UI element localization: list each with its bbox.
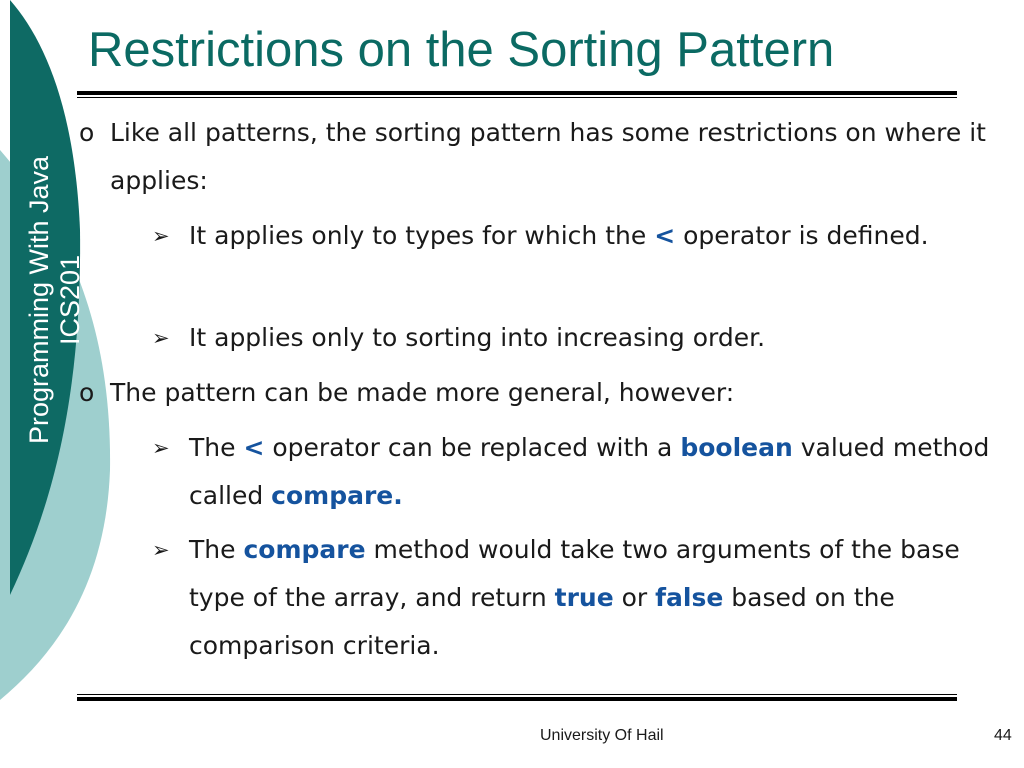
sub-bullet-item — [152, 212, 998, 260]
boolean-keyword: boolean — [680, 433, 793, 462]
arrow-bullet-icon: ➢ — [152, 436, 170, 460]
bullet-text: The pattern can be made more general, however: — [110, 378, 735, 407]
page-number: 44 — [994, 727, 1012, 744]
sub-bullet-text: It applies only to sorting into increasing order. — [189, 323, 766, 352]
sub-bullet-text: It applies only to types for which the < operator is defined. — [189, 221, 929, 250]
sub-bullet-text: The < operator can be replaced with a boolean valued method called compare. — [189, 433, 990, 510]
false-keyword: false — [655, 583, 724, 612]
slide-title: Restrictions on the Sorting Pattern — [88, 23, 835, 77]
less-than-operator: < — [243, 433, 265, 462]
course-title: Programming With Java — [24, 155, 54, 445]
true-keyword: true — [554, 583, 614, 612]
sub-bullet-item — [152, 314, 998, 362]
bullet-item — [79, 369, 999, 417]
bullet-text: Like all patterns, the sorting pattern has some restrictions on where it applies: — [110, 118, 986, 195]
arrow-bullet-icon: ➢ — [152, 224, 170, 248]
compare-keyword: compare. — [271, 481, 403, 510]
bullet-marker: o — [79, 118, 95, 147]
bottom-divider — [77, 694, 957, 701]
arrow-bullet-icon: ➢ — [152, 326, 170, 350]
sub-bullet-item — [152, 424, 998, 520]
course-code: ICS201 — [55, 254, 85, 346]
sub-bullet-text: The compare method would take two arguments of the base type of the array, and return true or false based on the comparison criteria. — [189, 535, 960, 660]
bullet-item — [79, 109, 999, 205]
arrow-bullet-icon: ➢ — [152, 538, 170, 562]
less-than-operator: < — [654, 221, 676, 250]
footer-institution: University Of Hail — [540, 727, 664, 744]
bullet-marker: o — [79, 378, 95, 407]
sub-bullet-item — [152, 526, 998, 670]
compare-keyword: compare — [243, 535, 366, 564]
